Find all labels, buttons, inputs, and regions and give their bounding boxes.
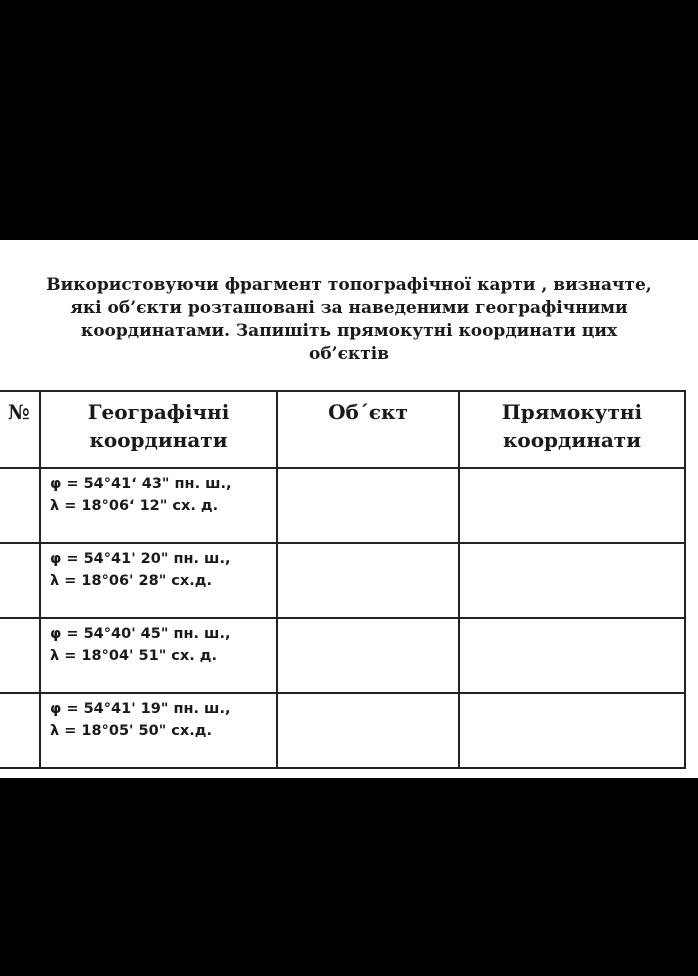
object-answer-cell[interactable] bbox=[277, 693, 459, 768]
table-row bbox=[0, 543, 685, 618]
geo-coordinates-cell bbox=[40, 468, 277, 543]
rect-coordinates-answer-cell[interactable] bbox=[459, 618, 685, 693]
latitude-text: φ = 54°41' 19" пн. ш., bbox=[50, 701, 231, 717]
table-row bbox=[0, 468, 685, 543]
object-answer-cell[interactable] bbox=[277, 468, 459, 543]
rect-coordinates-answer-cell[interactable] bbox=[459, 468, 685, 543]
rect-coordinates-answer-cell[interactable] bbox=[459, 693, 685, 768]
object-answer-cell[interactable] bbox=[277, 543, 459, 618]
latitude-text: φ = 54°41' 20" пн. ш., bbox=[50, 551, 231, 567]
instruction-line: координатами. Запишіть прямокутні координати цих bbox=[80, 321, 618, 341]
latitude-text: φ = 54°40' 45" пн. ш., bbox=[50, 626, 231, 642]
longitude-text: λ = 18°04' 51" сх. д. bbox=[50, 648, 218, 664]
longitude-text: λ = 18°06‘ 12" сх. д. bbox=[50, 498, 219, 514]
geo-coordinates-cell bbox=[40, 618, 277, 693]
geo-coordinates-cell bbox=[40, 693, 277, 768]
header-rectangular-coordinates: Прямокутні координати bbox=[459, 391, 685, 468]
longitude-text: λ = 18°06' 28" сх.д. bbox=[50, 573, 212, 589]
latitude-text: φ = 54°41‘ 43" пн. ш., bbox=[50, 476, 232, 492]
longitude-text: λ = 18°05' 50" сх.д. bbox=[50, 723, 212, 739]
table-row bbox=[0, 618, 685, 693]
instruction-line: які об’єкти розташовані за наведеними географічними bbox=[70, 298, 628, 318]
row-number-cell bbox=[0, 468, 40, 543]
object-answer-cell[interactable] bbox=[277, 618, 459, 693]
row-number-cell bbox=[0, 693, 40, 768]
table-header-row bbox=[0, 391, 685, 468]
instruction-line: об’єктів bbox=[308, 344, 390, 364]
rect-coordinates-answer-cell[interactable] bbox=[459, 543, 685, 618]
table-row bbox=[0, 693, 685, 768]
worksheet bbox=[0, 240, 698, 778]
header-object: Об΄єкт bbox=[277, 391, 459, 468]
row-number-cell bbox=[0, 618, 40, 693]
instruction-line: Використовуючи фрагмент топографічної карти , визначте, bbox=[46, 275, 652, 295]
geo-coordinates-cell bbox=[40, 543, 277, 618]
row-number-cell bbox=[0, 543, 40, 618]
coordinates-table bbox=[0, 390, 686, 769]
header-number: № bbox=[0, 391, 40, 468]
header-geographic-coordinates: Географічні координати bbox=[40, 391, 277, 468]
task-instruction bbox=[0, 274, 698, 366]
